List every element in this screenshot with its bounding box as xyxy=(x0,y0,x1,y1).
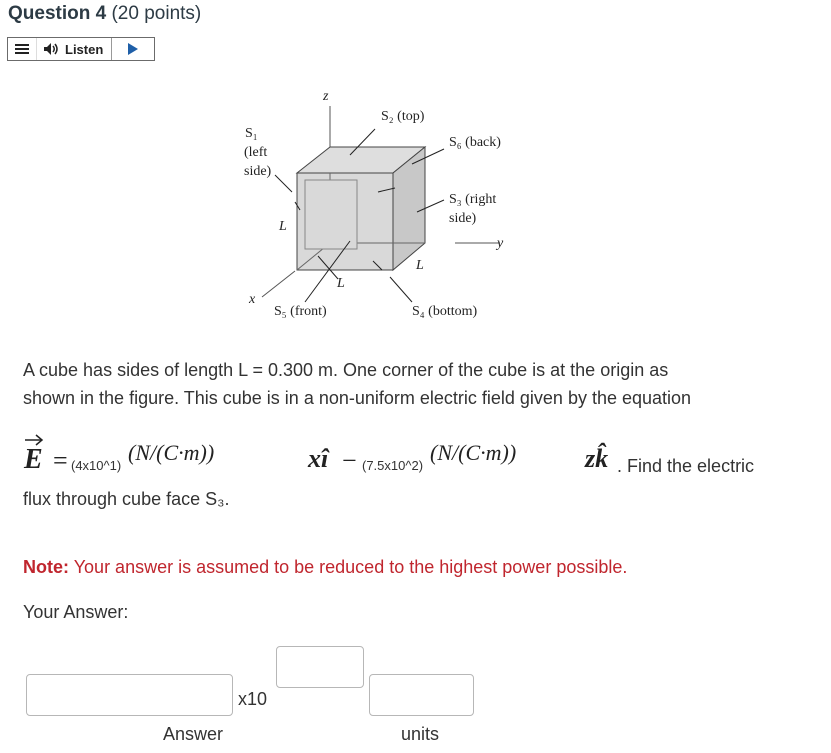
eq-minus: − xyxy=(342,446,357,475)
note-body: Your answer is assumed to be reduced to the highest power possible. xyxy=(73,557,628,577)
problem-line-2: shown in the figure. This cube is in a non-uniform electric field given by the equation xyxy=(23,388,692,408)
axis-x-label: x xyxy=(249,292,256,307)
s6-label: S₆ (back) xyxy=(449,135,501,150)
question-number: Question 4 xyxy=(8,3,107,24)
s1-label-1: S₁ xyxy=(245,126,258,141)
note-text xyxy=(23,557,627,578)
s3-label-2: side) xyxy=(449,211,477,226)
speaker-icon xyxy=(43,42,61,56)
listen-label: Listen xyxy=(65,41,104,57)
axis-z-label: z xyxy=(323,89,329,104)
note-label: Note: xyxy=(23,557,69,577)
s1-label-2: (left xyxy=(244,145,268,160)
play-icon xyxy=(127,43,139,55)
question-points: (20 points) xyxy=(111,3,202,24)
eq-equals: = xyxy=(53,446,68,475)
listen-toolbar xyxy=(7,37,155,61)
menu-icon[interactable] xyxy=(8,38,37,60)
problem-text xyxy=(23,356,803,412)
eq-unit-2: (N/(C·m)) xyxy=(430,440,517,465)
problem-line-1: A cube has sides of length L = 0.300 m. One corner of the cube is at the origin as xyxy=(23,360,669,380)
listen-button[interactable] xyxy=(37,38,112,60)
problem-line-3: flux through cube face S₃. xyxy=(23,489,230,509)
s4-label: S₄ (bottom) xyxy=(412,304,478,319)
question-title xyxy=(8,3,201,25)
eq-coef-2: (7.5x10^2) xyxy=(362,458,424,473)
s3-label-1: S₃ (right xyxy=(449,192,497,207)
front-inner-square xyxy=(305,180,357,249)
s2-label: S₂ (top) xyxy=(381,109,425,124)
x-axis xyxy=(262,271,295,297)
axis-y-label: y xyxy=(497,236,504,251)
eq-coef-1: (4x10^1) xyxy=(71,458,122,473)
exponent-input[interactable] xyxy=(276,646,364,688)
eq-term-2: zk̂ xyxy=(585,444,609,473)
eq-suffix: . Find the electric xyxy=(617,456,755,476)
edge-l-right: L xyxy=(416,258,424,273)
s5-label: S₅ (front) xyxy=(274,304,327,319)
play-button[interactable] xyxy=(112,38,154,60)
answer-label: Answer xyxy=(163,724,224,744)
edge-l-left: L xyxy=(279,219,287,234)
eq-e: E xyxy=(24,444,43,475)
eq-unit-1: (N/(C·m)) xyxy=(128,440,215,465)
answer-input[interactable] xyxy=(26,674,233,716)
edge-l-front: L xyxy=(337,276,345,291)
units-input[interactable] xyxy=(369,674,474,716)
your-answer-label: Your Answer: xyxy=(23,602,129,622)
s1-label-3: side) xyxy=(244,164,272,179)
units-label: units xyxy=(401,724,440,744)
times-ten-label: x10 xyxy=(238,689,268,709)
eq-term-1: xî xyxy=(308,444,329,473)
